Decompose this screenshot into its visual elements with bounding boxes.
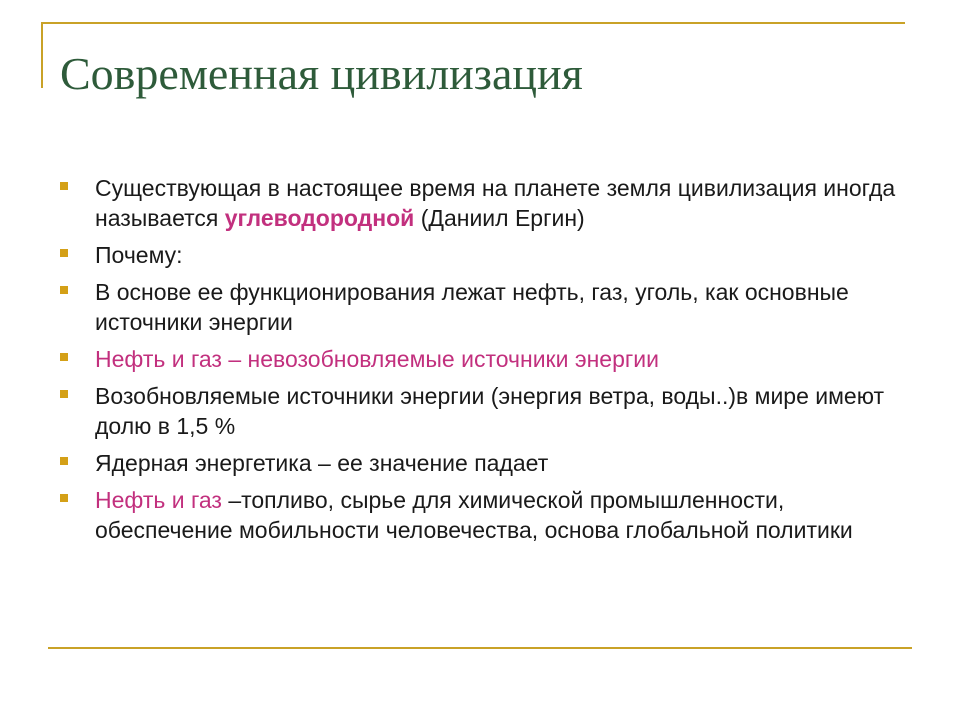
bullet-text: Существующая в настоящее время на планете земля цивилизация иногда называется — [95, 175, 896, 231]
bullet-highlight: углеводородной — [224, 205, 415, 231]
bullet-item — [60, 381, 900, 441]
bullet-text: –топливо, сырье для химической промышленности, обеспечение мобильности человечества, основа глобальной политики — [95, 487, 853, 543]
bullet-square-icon — [60, 353, 68, 361]
bullet-text: В основе ее функционирования лежат нефть, газ, уголь, как основные источники энергии — [95, 279, 849, 335]
bullet-square-icon — [60, 249, 68, 257]
slide-title: Современная цивилизация — [60, 48, 583, 99]
bullet-text: (Даниил Ергин) — [414, 205, 585, 231]
bullet-item — [60, 485, 900, 545]
bullet-text: Возобновляемые источники энергии (энергия ветра, воды..)в мире имеют долю в 1,5 % — [95, 383, 884, 439]
bullet-highlight: Нефть и газ — [95, 487, 222, 513]
bullet-highlight: Нефть и газ – невозобновляемые источники энергии — [95, 346, 659, 372]
bullet-item — [60, 448, 900, 478]
bullet-item — [60, 277, 900, 337]
frame-left-line — [41, 22, 43, 88]
bullet-square-icon — [60, 286, 68, 294]
bullet-item — [60, 240, 900, 270]
bullet-item — [60, 344, 900, 374]
bullet-item — [60, 173, 900, 233]
bullet-square-icon — [60, 457, 68, 465]
bullet-text: Ядерная энергетика – ее значение падает — [95, 450, 549, 476]
bullet-square-icon — [60, 494, 68, 502]
bullet-square-icon — [60, 390, 68, 398]
frame-bottom-line — [48, 647, 912, 649]
frame-top-line — [41, 22, 905, 24]
bullet-text: Почему: — [95, 242, 183, 268]
bullet-list — [60, 173, 900, 552]
bullet-square-icon — [60, 182, 68, 190]
